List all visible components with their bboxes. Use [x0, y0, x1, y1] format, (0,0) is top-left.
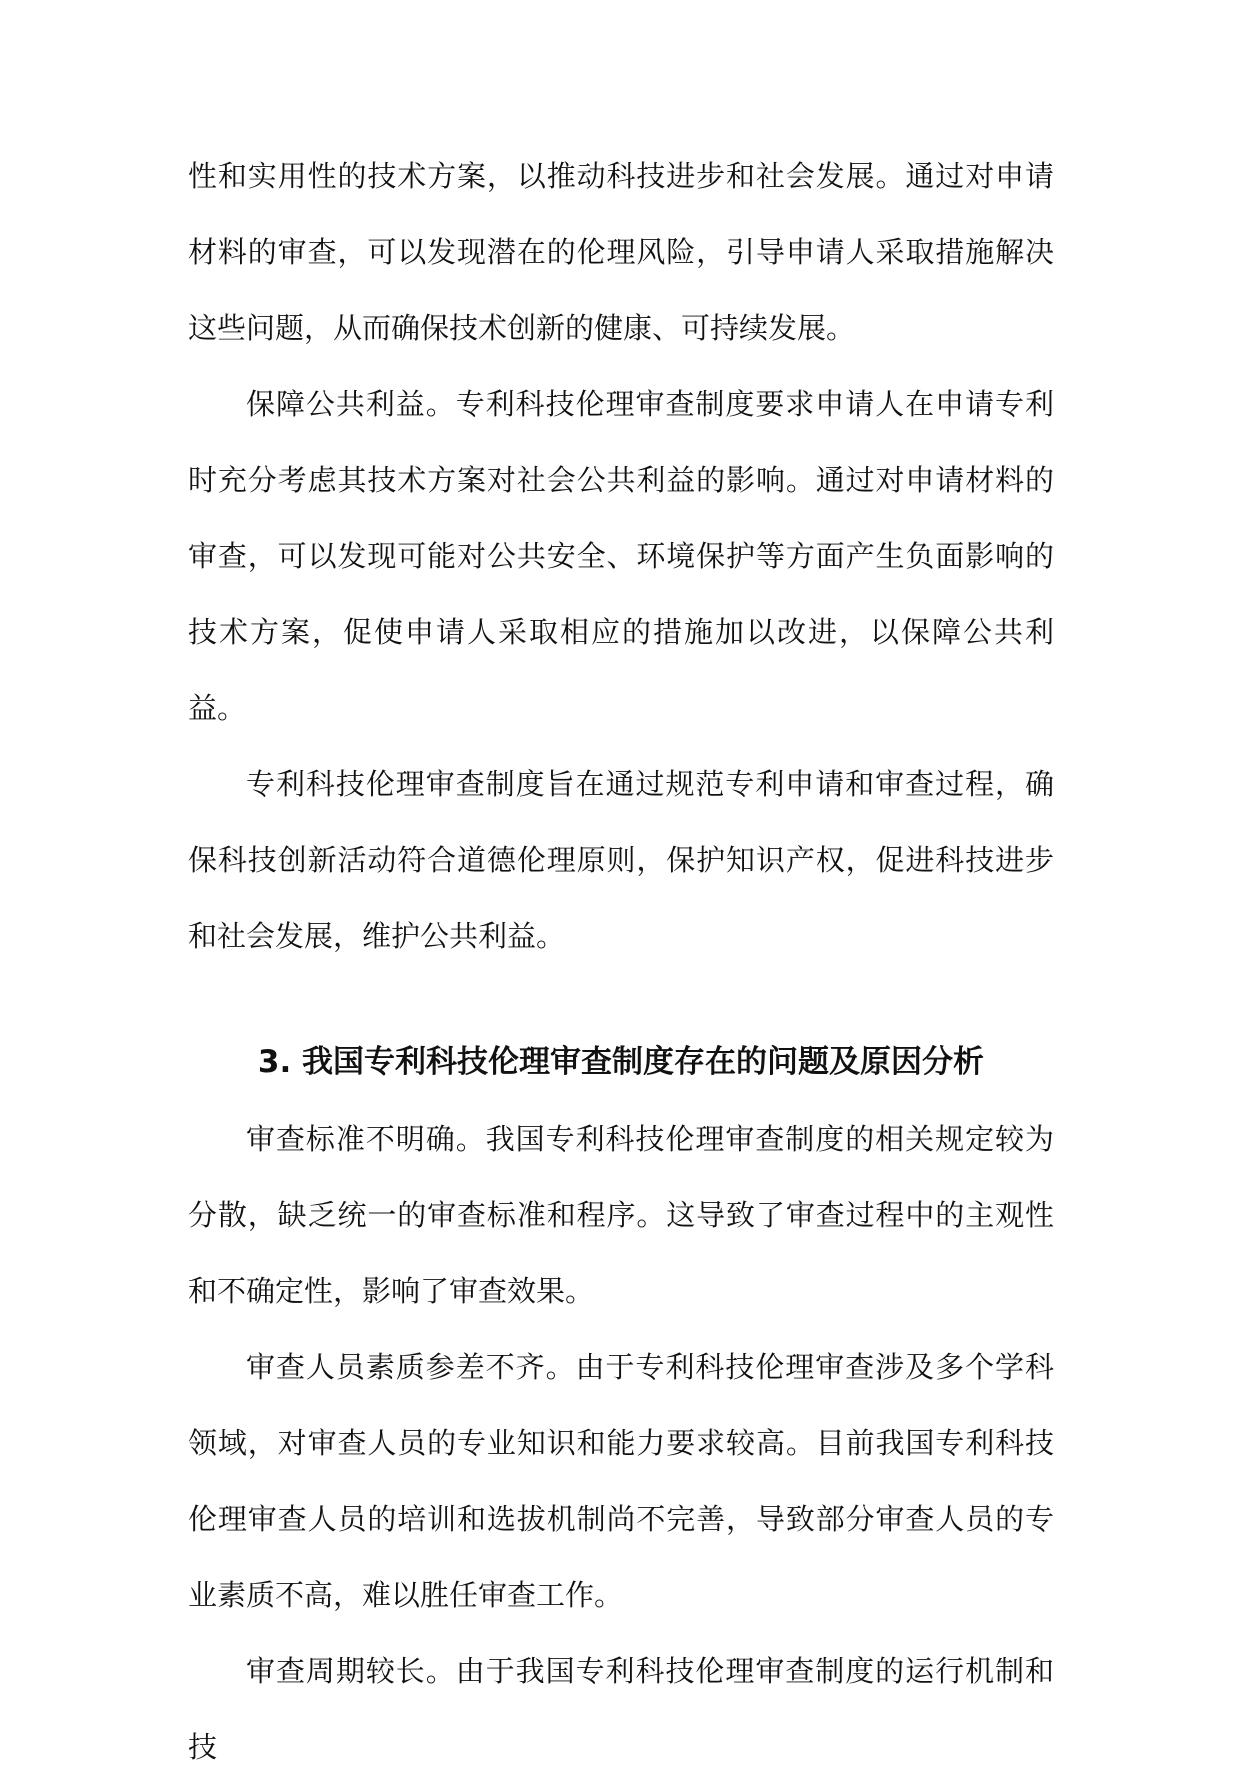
paragraph-public-interest: 保障公共利益。专利科技伦理审查制度要求申请人在申请专利时充分考虑其技术方案对社会公共利益的影响。通过对申请材料的审查，可以发现可能对公共安全、环境保护等方面产生负面影响的技术方案，促使申请人采取相应的措施加以改进，以保障公共利益。 [188, 387, 1054, 725]
paragraph-reviewer-quality: 审查人员素质参差不齐。由于专利科技伦理审查涉及多个学科领域，对审查人员的专业知识和能力要求较高。目前我国专利科技伦理审查人员的培训和选拔机制尚不完善，导致部分审查人员的专业素质不高，难以胜任审查工作。 [188, 1350, 1054, 1612]
paragraph-review-cycle: 审查周期较长。由于我国专利科技伦理审查制度的运行机制和技 [188, 1654, 1054, 1764]
section-heading: 3. 我国专利科技伦理审查制度存在的问题及原因分析 [257, 1044, 985, 1080]
document-body [188, 138, 1054, 1785]
paragraph-summary: 专利科技伦理审查制度旨在通过规范专利申请和审查过程，确保科技创新活动符合道德伦理原则，保护知识产权，促进科技进步和社会发展，维护公共利益。 [188, 767, 1054, 953]
paragraph-continuation: 性和实用性的技术方案，以推动科技进步和社会发展。通过对申请材料的审查，可以发现潜在的伦理风险，引导申请人采取措施解决这些问题，从而确保技术创新的健康、可持续发展。 [188, 159, 1054, 345]
paragraph-unclear-standards: 审查标准不明确。我国专利科技伦理审查制度的相关规定较为分散，缺乏统一的审查标准和程序。这导致了审查过程中的主观性和不确定性，影响了审查效果。 [188, 1122, 1054, 1308]
